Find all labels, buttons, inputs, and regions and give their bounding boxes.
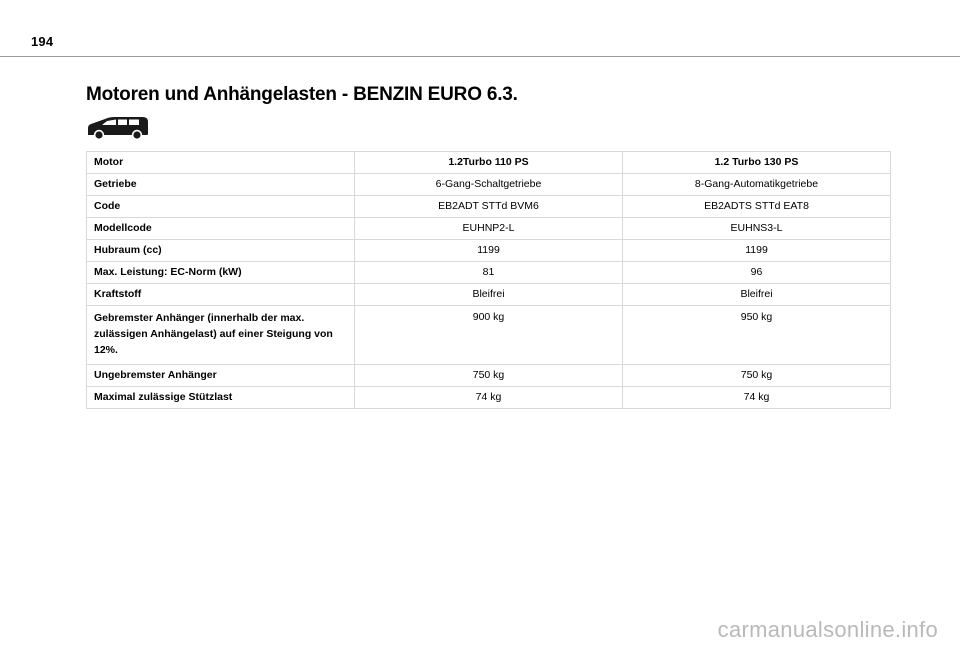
row-value-110: 750 kg (355, 365, 623, 387)
row-value-130: EB2ADTS STTd EAT8 (623, 196, 891, 218)
header-engine-130: 1.2 Turbo 130 PS (623, 152, 891, 174)
table-row (87, 365, 891, 387)
row-label: Modellcode (87, 218, 355, 240)
row-value-110: 81 (355, 262, 623, 284)
row-value-130: EUHNS3-L (623, 218, 891, 240)
row-label: Maximal zulässige Stützlast (87, 387, 355, 409)
table-row (87, 174, 891, 196)
row-label: Getriebe (87, 174, 355, 196)
row-label: Ungebremster Anhänger (87, 365, 355, 387)
watermark: carmanualsonline.info (717, 617, 938, 642)
table-row (87, 240, 891, 262)
row-value-130: 750 kg (623, 365, 891, 387)
row-value-130: 950 kg (623, 306, 891, 365)
table-row (87, 306, 891, 365)
row-value-110: 1199 (355, 240, 623, 262)
header-label: Motor (87, 152, 355, 174)
row-label: Kraftstoff (87, 284, 355, 306)
table-row (87, 218, 891, 240)
row-label: Hubraum (cc) (87, 240, 355, 262)
header-divider (0, 56, 960, 57)
row-value-110: 74 kg (355, 387, 623, 409)
row-value-130: 1199 (623, 240, 891, 262)
table-row (87, 196, 891, 218)
row-value-130: Bleifrei (623, 284, 891, 306)
header-engine-110: 1.2Turbo 110 PS (355, 152, 623, 174)
van-side-icon (85, 113, 151, 141)
table-header-row (87, 152, 891, 174)
row-label: Max. Leistung: EC-Norm (kW) (87, 262, 355, 284)
table-row (87, 284, 891, 306)
row-label: Code (87, 196, 355, 218)
page-number: 194 (31, 34, 54, 49)
page-title: Motoren und Anhängelasten - BENZIN EURO 6.3. (86, 84, 518, 105)
row-value-110: 900 kg (355, 306, 623, 365)
table-row (87, 387, 891, 409)
row-value-130: 8-Gang-Automatikgetriebe (623, 174, 891, 196)
row-value-110: EUHNP2-L (355, 218, 623, 240)
row-value-110: 6-Gang-Schaltgetriebe (355, 174, 623, 196)
engine-spec-table (86, 151, 891, 409)
row-value-110: Bleifrei (355, 284, 623, 306)
row-value-130: 74 kg (623, 387, 891, 409)
row-value-110: EB2ADT STTd BVM6 (355, 196, 623, 218)
row-label: Gebremster Anhänger (innerhalb der max. zulässigen Anhängelast) auf einer Steigung von 12%. (87, 306, 355, 365)
table-row (87, 262, 891, 284)
row-value-130: 96 (623, 262, 891, 284)
